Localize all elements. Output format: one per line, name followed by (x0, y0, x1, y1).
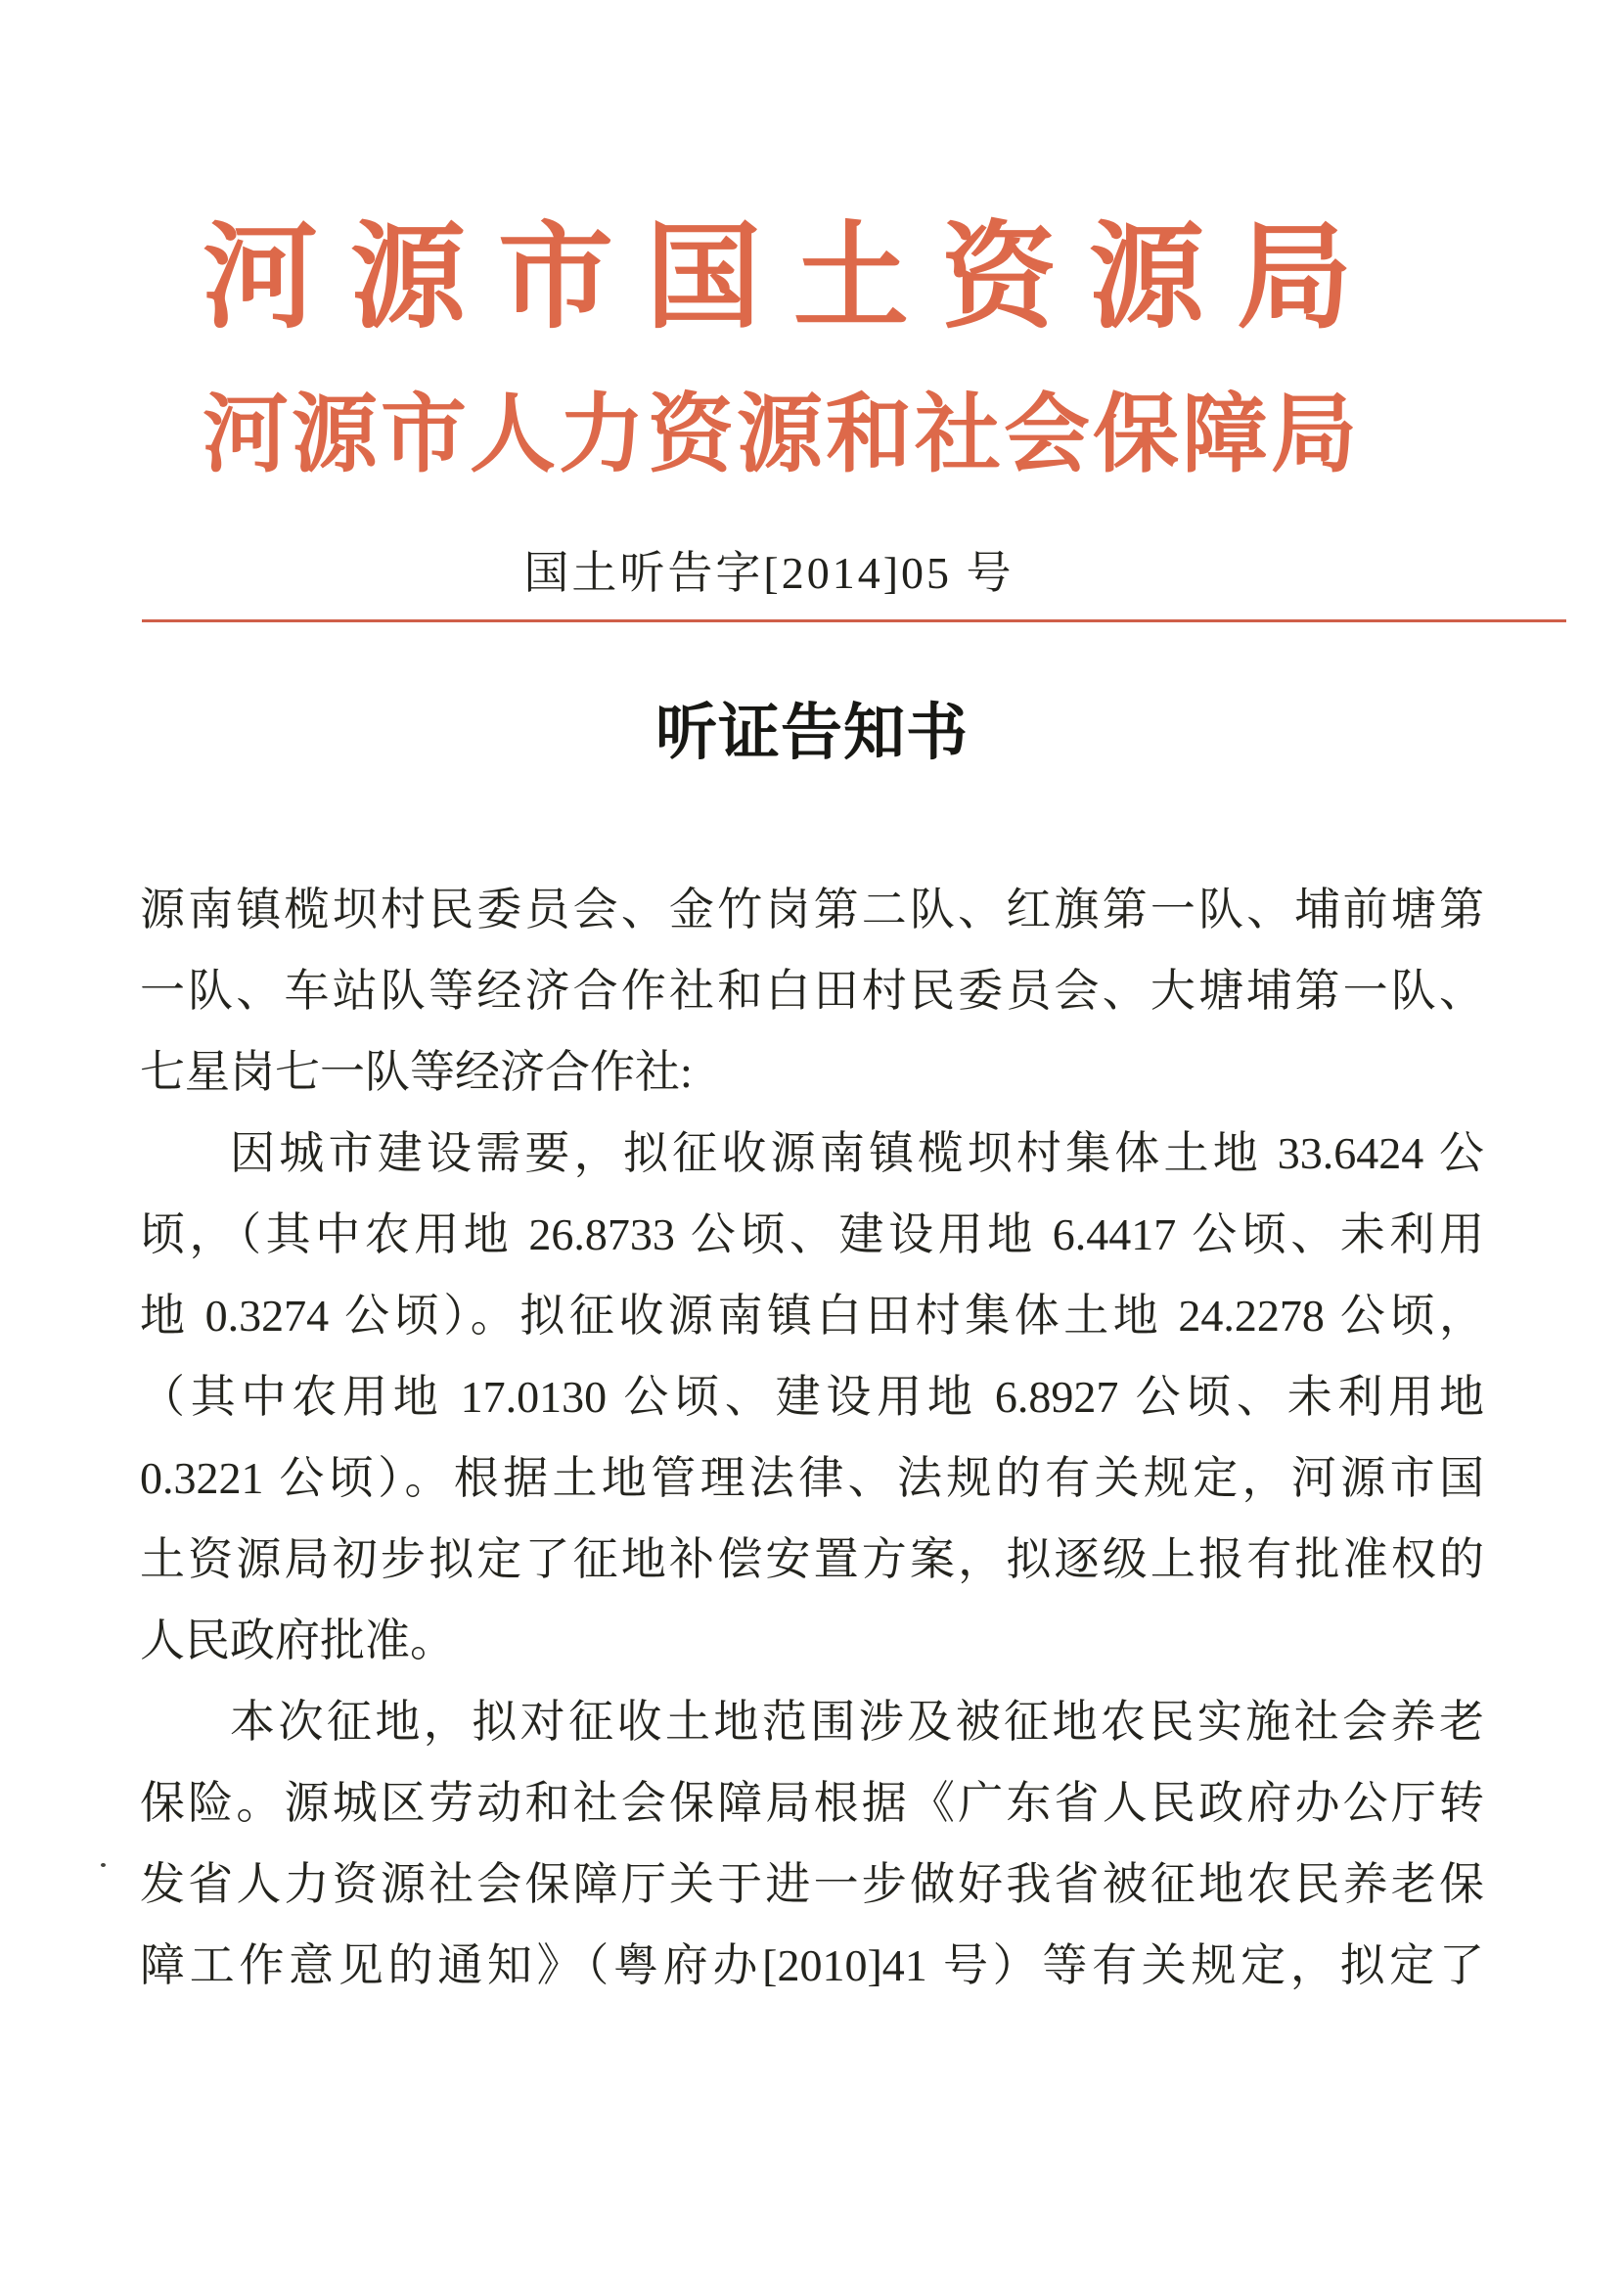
body-line: 一队、车站队等经济合作社和白田村民委员会、大塘埔第一队、 (140, 966, 1484, 1016)
body-line: 七星岗七一队等经济合作社: (140, 1047, 693, 1097)
document-body (140, 869, 1484, 2006)
body-line: 土资源局初步拟定了征地补偿安置方案，拟逐级上报有批准权的 (140, 1534, 1484, 1584)
letterhead-divider-rule (142, 619, 1566, 622)
body-line: 保险。源城区劳动和社会保障局根据《广东省人民政府办公厅转 (140, 1778, 1484, 1828)
body-line: 0.3221 公顷）。根据土地管理法律、法规的有关规定，河源市国 (140, 1453, 1484, 1503)
letterhead-org-line1: 河源市国土资源局 (203, 214, 1385, 342)
body-line: 地 0.3274 公顷）。拟征收源南镇白田村集体土地 24.2278 公顷， (140, 1291, 1484, 1341)
body-line: 顷，（其中农用地 26.8733 公顷、建设用地 6.4417 公顷、未利用 (140, 1209, 1484, 1259)
body-line: 源南镇榄坝村民委员会、金竹岗第二队、红旗第一队、埔前塘第 (140, 885, 1484, 934)
body-line: 障工作意见的通知》（粤府办[2010]41 号）等有关规定，拟定了 (140, 1940, 1484, 1990)
doc-number: 国土听告字[2014]05 号 (523, 548, 1015, 598)
letterhead-org-line2: 河源市人力资源和社会保障局 (203, 388, 1361, 483)
document-title: 听证告知书 (655, 699, 969, 767)
body-line: 发省人力资源社会保障厅关于进一步做好我省被征地农民养老保 (140, 1859, 1484, 1909)
body-line: （其中农用地 17.0130 公顷、建设用地 6.8927 公顷、未利用地 (140, 1372, 1484, 1422)
body-line: 因城市建设需要，拟征收源南镇榄坝村集体土地 33.6424 公 (230, 1128, 1484, 1178)
scan-artifact-dot (101, 1863, 106, 1867)
body-line: 人民政府批准。 (140, 1616, 455, 1665)
body-line: 本次征地，拟对征收土地范围涉及被征地农民实施社会养老 (230, 1697, 1484, 1747)
